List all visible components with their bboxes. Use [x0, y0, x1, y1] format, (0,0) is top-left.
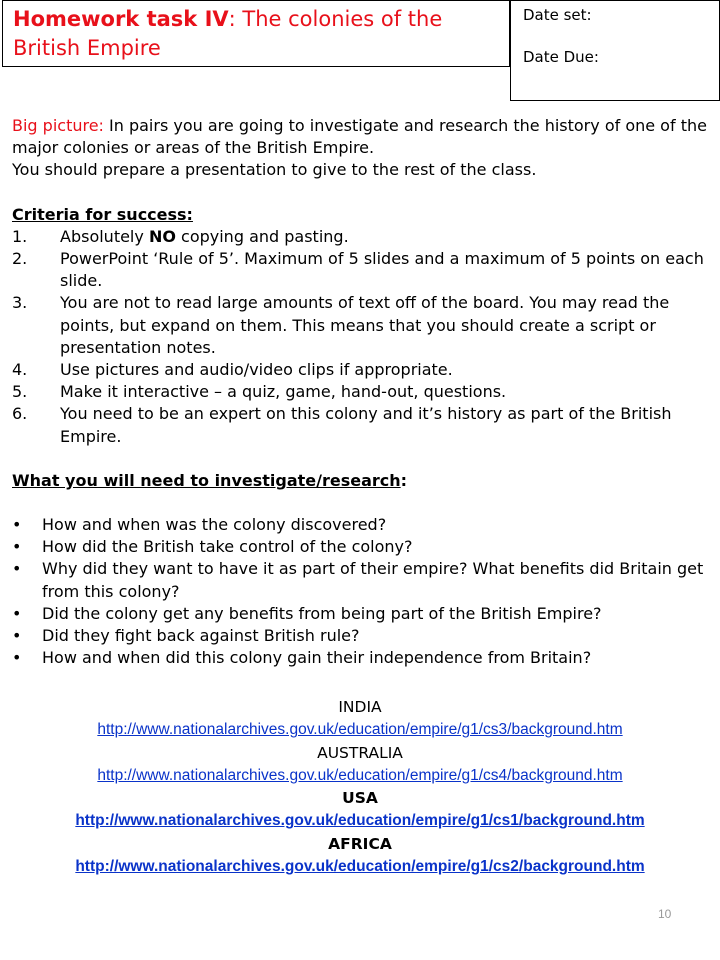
- bullet-icon: •: [12, 603, 22, 623]
- bullet-icon: •: [12, 537, 22, 557]
- question-text: Why did they want to have it as part of their empire? What benefits did Britain get from this colony?: [42, 559, 704, 601]
- item-text: Absolutely: [60, 226, 149, 246]
- question-text: How did the British take control of the colony?: [42, 537, 413, 557]
- bullet-icon: •: [12, 648, 22, 668]
- item-number: 2.: [12, 249, 28, 269]
- question-text: Did the colony get any benefits from being part of the British Empire?: [42, 603, 602, 623]
- resource-links: [0, 696, 720, 878]
- item-text: You need to be an expert on this colony and it’s history as part of the British Empire.: [60, 404, 672, 446]
- item-number: 4.: [12, 360, 28, 380]
- link-india[interactable]: http://www.nationalarchives.gov.uk/education/empire/g1/cs3/background.htm: [97, 721, 623, 739]
- list-item: [12, 536, 716, 558]
- list-item: [12, 625, 716, 647]
- link-usa[interactable]: http://www.nationalarchives.gov.uk/education/empire/g1/cs1/background.htm: [75, 812, 645, 830]
- intro-text: In pairs you are going to investigate and research the history of one of the major colonies or areas of the British Empire.: [12, 116, 707, 158]
- criteria-heading: Criteria for success:: [12, 204, 193, 224]
- research-heading-colon: :: [400, 470, 408, 490]
- list-item: [12, 248, 716, 292]
- region-africa: AFRICA: [328, 834, 392, 853]
- item-text: PowerPoint ‘Rule of 5’. Maximum of 5 slides and a maximum of 5 points on each slide.: [60, 249, 704, 291]
- bullet-icon: •: [12, 626, 22, 646]
- item-number: 6.: [12, 404, 28, 424]
- item-text: Make it interactive – a quiz, game, hand-out, questions.: [60, 382, 507, 402]
- list-item: [12, 514, 716, 536]
- page-title: Homework task IV: [13, 7, 229, 31]
- criteria-list: [12, 226, 716, 448]
- page-number: 10: [658, 907, 672, 921]
- bullet-icon: •: [12, 515, 22, 535]
- intro-paragraph: [12, 115, 716, 159]
- link-africa[interactable]: http://www.nationalarchives.gov.uk/education/empire/g1/cs2/background.htm: [75, 858, 645, 876]
- list-item: [12, 403, 716, 447]
- page-subtitle: : The colonies of the British Empire: [13, 7, 443, 60]
- date-box: [510, 0, 720, 101]
- region-australia: AUSTRALIA: [317, 743, 403, 762]
- intro-text-2: You should prepare a presentation to give to the rest of the class.: [12, 160, 537, 180]
- list-item: [12, 603, 716, 625]
- research-heading: [12, 470, 716, 492]
- item-number: 5.: [12, 382, 28, 402]
- title-box: [2, 0, 510, 67]
- list-item: [12, 359, 716, 381]
- list-item: [12, 226, 716, 248]
- region-india: INDIA: [338, 698, 382, 716]
- list-item: [12, 381, 716, 403]
- question-text: How and when was the colony discovered?: [42, 515, 387, 535]
- item-emphasis: NO: [148, 226, 176, 246]
- list-item: [12, 292, 716, 359]
- date-set-label: Date set:: [523, 6, 592, 24]
- big-picture-label: Big picture:: [12, 116, 104, 135]
- region-usa: USA: [342, 789, 378, 808]
- date-due-label: Date Due:: [523, 48, 599, 66]
- item-text: Use pictures and audio/video clips if appropriate.: [60, 360, 453, 380]
- item-text: You are not to read large amounts of text off of the board. You may read the points, but expand on them. This means that you should create a script or presentation notes.: [60, 293, 670, 357]
- list-item: [12, 647, 716, 669]
- question-text: How and when did this colony gain their independence from Britain?: [42, 648, 592, 668]
- list-item: [12, 558, 716, 602]
- bullet-icon: •: [12, 559, 22, 579]
- content: [12, 115, 716, 669]
- item-number: 1.: [12, 226, 28, 246]
- research-heading-text: What you will need to investigate/research: [12, 470, 401, 490]
- question-text: Did they fight back against British rule?: [42, 626, 360, 646]
- item-number: 3.: [12, 293, 28, 313]
- link-australia[interactable]: http://www.nationalarchives.gov.uk/education/empire/g1/cs4/background.htm: [97, 766, 623, 784]
- item-text: copying and pasting.: [175, 226, 349, 246]
- research-questions: [12, 514, 716, 669]
